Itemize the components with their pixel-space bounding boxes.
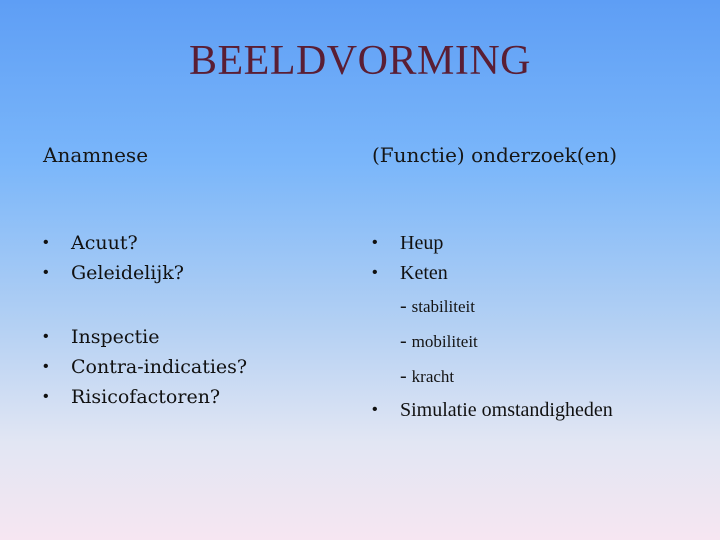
dash-icon: - (400, 295, 407, 317)
left-bullet-list-1 (43, 228, 184, 288)
list-item (372, 228, 448, 258)
list-item (43, 382, 247, 412)
bullet-icon: • (372, 264, 378, 281)
sub-item (400, 331, 478, 352)
list-item-text: Acuut? (71, 232, 138, 254)
list-item-text: Inspectie (71, 326, 160, 348)
bullet-icon: • (43, 358, 49, 375)
dash-icon: - (400, 365, 407, 387)
list-item (43, 352, 247, 382)
list-item-text: Heup (400, 232, 444, 254)
slide-title: BEELDVORMING (189, 38, 531, 84)
sub-item-text: stabiliteit (411, 297, 475, 316)
list-item (43, 228, 184, 258)
right-bullet-list-1 (372, 228, 448, 288)
sub-item-text: kracht (411, 367, 455, 386)
list-item (43, 322, 247, 352)
bullet-icon: • (372, 401, 378, 418)
list-item (372, 258, 448, 288)
sub-item (400, 366, 454, 387)
sub-item-text: mobiliteit (411, 332, 478, 351)
dash-icon: - (400, 330, 407, 352)
list-item (43, 258, 184, 288)
right-bullet-list-2 (372, 395, 613, 425)
list-item-text: Simulatie omstandigheden (400, 399, 613, 421)
bullet-icon: • (43, 264, 49, 281)
left-bullet-list-2 (43, 322, 247, 412)
bullet-icon: • (43, 388, 49, 405)
list-item-text: Contra-indicaties? (71, 356, 248, 378)
list-item-text: Keten (400, 262, 448, 284)
sub-item (400, 296, 475, 317)
bullet-icon: • (43, 234, 49, 251)
bullet-icon: • (372, 234, 378, 251)
list-item-text: Risicofactoren? (71, 386, 221, 408)
bullet-icon: • (43, 328, 49, 345)
list-item-text: Geleidelijk? (71, 262, 184, 284)
list-item (372, 395, 613, 425)
right-column-heading: (Functie) onderzoek(en) (372, 143, 618, 167)
left-column-heading: Anamnese (43, 143, 149, 167)
